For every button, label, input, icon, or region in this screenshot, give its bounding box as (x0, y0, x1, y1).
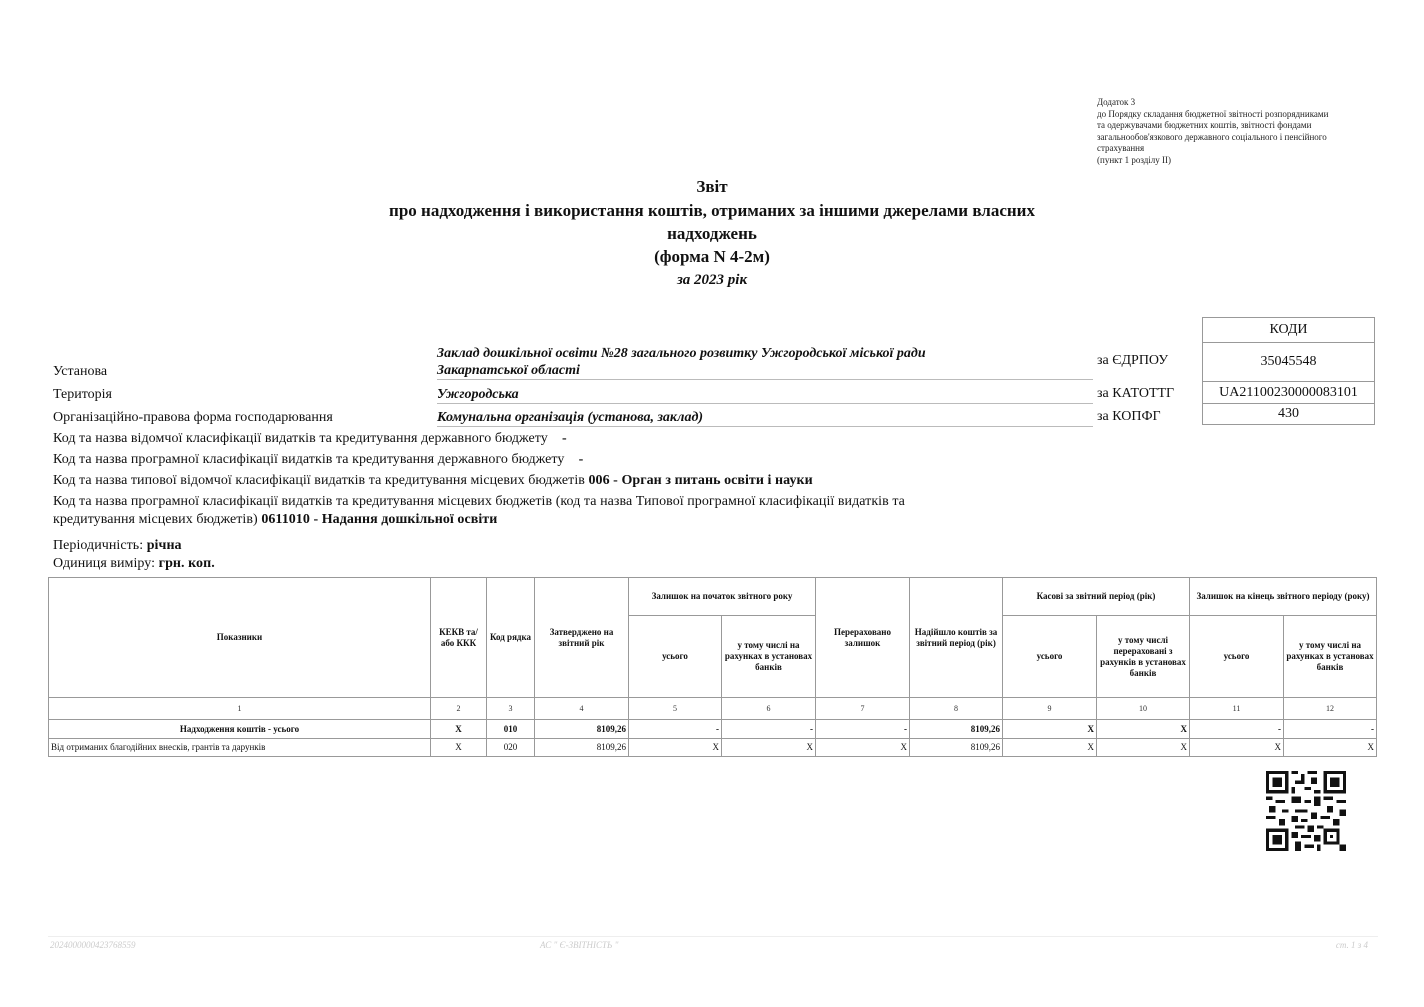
legal-form-value: Комунальна організація (установа, заклад) (437, 409, 1093, 427)
form-number: (форма N 4-2м) (654, 247, 770, 266)
report-subtitle-2: надходжень (667, 224, 757, 243)
row-cash-total: X (1003, 720, 1097, 739)
row-cash-total: X (1003, 739, 1097, 757)
codes-title: КОДИ (1203, 318, 1375, 343)
column-number: 9 (1003, 698, 1097, 720)
row-received: 8109,26 (910, 739, 1003, 757)
column-number: 6 (722, 698, 816, 720)
header-end-bank: у тому числі на рахунках в установах банків (1284, 616, 1377, 698)
report-title: Звіт (696, 177, 728, 196)
column-number: 10 (1097, 698, 1190, 720)
row-kekv: X (431, 739, 487, 757)
kopfg-label: за КОПФГ (1097, 409, 1161, 424)
header-cash-expenses: Касові за звітний період (рік) (1003, 578, 1190, 616)
qr-code-icon (1266, 771, 1346, 851)
row-approved: 8109,26 (535, 739, 629, 757)
classification-line-1 (53, 430, 567, 447)
institution-value-line2: Закарпатської області (437, 363, 580, 378)
row-cash-transferred: X (1097, 739, 1190, 757)
header-indicators: Показники (49, 578, 431, 698)
classification-value: - (578, 452, 584, 467)
row-end-bank: X (1284, 739, 1377, 757)
legal-form-label: Організаційно-правова форма господарювання (53, 410, 333, 425)
report-subtitle-1: про надходження і використання коштів, отриманих за іншими джерелами власних (389, 201, 1035, 220)
column-number: 7 (816, 698, 910, 720)
katottg-code: UA21100230000083101 (1203, 382, 1375, 404)
appendix-line: до Порядку складання бюджетної звітності розпорядниками (1097, 108, 1329, 119)
row-name: Надходження коштів - усього (49, 720, 431, 739)
page-footer (48, 936, 1378, 951)
row-start-total: X (629, 739, 722, 757)
row-end-total: - (1190, 720, 1284, 739)
footer-page: ст. 1 з 4 (1335, 940, 1368, 950)
column-number: 12 (1284, 698, 1377, 720)
row-start-bank: X (722, 739, 816, 757)
katottg-label: за КАТОТТГ (1097, 386, 1175, 401)
header-start-total: усього (629, 616, 722, 698)
footer-doc-id: 2024000000423768559 (50, 940, 136, 950)
row-end-bank: - (1284, 720, 1377, 739)
institution-value (437, 345, 1093, 380)
unit-value: грн. коп. (158, 556, 215, 571)
row-cash-transferred: X (1097, 720, 1190, 739)
row-code: 020 (487, 739, 535, 757)
classification-value: 006 - Орган з питань освіти і науки (588, 473, 813, 488)
header-end-total: усього (1190, 616, 1284, 698)
appendix-line: страхування (1097, 143, 1145, 154)
appendix-note (1097, 97, 1387, 167)
column-number: 8 (910, 698, 1003, 720)
table-row (49, 720, 1377, 739)
report-table (48, 577, 1377, 757)
classification-line-3 (53, 472, 813, 489)
header-transferred: Перераховано залишок (816, 578, 910, 698)
column-number: 4 (535, 698, 629, 720)
row-end-total: X (1190, 739, 1284, 757)
header-received: Надійшло коштів за звітний період (рік) (910, 578, 1003, 698)
row-name: Від отриманих благодійних внесків, грантів та дарунків (49, 739, 431, 757)
classification-line-2 (53, 451, 583, 468)
row-start-bank: - (722, 720, 816, 739)
unit (53, 555, 215, 572)
column-number: 1 (49, 698, 431, 720)
classification-value: 0611010 - Надання дошкільної освіти (261, 512, 498, 527)
unit-label: Одиниця виміру: (53, 556, 156, 571)
footer-system: АС " Є-ЗВІТНІСТЬ " (540, 940, 619, 950)
column-number: 2 (431, 698, 487, 720)
periodicity (53, 537, 182, 554)
header-cash-total: усього (1003, 616, 1097, 698)
row-transferred: X (816, 739, 910, 757)
header-approved: Затверджено на звітний рік (535, 578, 629, 698)
institution-value-line1: Заклад дошкільної освіти №28 загального розвитку Ужгородської міської ради (437, 346, 926, 361)
codes-table (1202, 317, 1375, 425)
header-cash-transferred: у тому числі перераховані з рахунків в установах банків (1097, 616, 1190, 698)
appendix-line: Додаток 3 (1097, 97, 1136, 107)
column-number: 5 (629, 698, 722, 720)
table-row (49, 739, 1377, 757)
classification-line-5 (53, 511, 497, 528)
column-numbers-row (49, 698, 1377, 720)
institution-label: Установа (53, 364, 108, 379)
classification-text: Код та назва програмної класифікації видатків та кредитування державного бюджету (53, 452, 565, 467)
appendix-line: та одержувачами бюджетних коштів, звітності фондами (1097, 120, 1312, 131)
classification-line-4: Код та назва програмної класифікації видатків та кредитування місцевих бюджетів (код та назва Типової програмної класифікації видатків та (53, 494, 905, 509)
header-balance-end: Залишок на кінець звітного періоду (року) (1190, 578, 1377, 616)
row-received: 8109,26 (910, 720, 1003, 739)
row-start-total: - (629, 720, 722, 739)
column-number: 11 (1190, 698, 1284, 720)
periodicity-label: Періодичність: (53, 538, 144, 553)
edrpou-label: за ЄДРПОУ (1097, 353, 1169, 368)
header-balance-start: Залишок на початок звітного року (629, 578, 816, 616)
column-number: 3 (487, 698, 535, 720)
row-kekv: X (431, 720, 487, 739)
row-transferred: - (816, 720, 910, 739)
edrpou-code: 35045548 (1203, 343, 1375, 382)
classification-text: кредитування місцевих бюджетів) (53, 512, 258, 527)
territory-value: Ужгородська (437, 386, 1093, 404)
classification-text: Код та назва типової відомчої класифікації видатків та кредитування місцевих бюджетів (53, 473, 585, 488)
header-kekv: КЕКВ та/або ККК (431, 578, 487, 698)
row-approved: 8109,26 (535, 720, 629, 739)
appendix-line: загальнообов'язкового державного соціального і пенсійного (1097, 131, 1327, 142)
classification-value: - (562, 431, 567, 446)
territory-label: Територія (53, 387, 112, 402)
report-period: за 2023 рік (676, 272, 748, 288)
header-start-bank: у тому числі на рахунках в установах банків (722, 616, 816, 698)
header-row-code: Код рядка (487, 578, 535, 698)
periodicity-value: річна (146, 538, 182, 553)
appendix-line: (пункт 1 розділу II) (1097, 154, 1172, 165)
row-code: 010 (487, 720, 535, 739)
classification-text: Код та назва відомчої класифікації видатків та кредитування державного бюджету (53, 431, 548, 446)
kopfg-code: 430 (1203, 404, 1375, 425)
